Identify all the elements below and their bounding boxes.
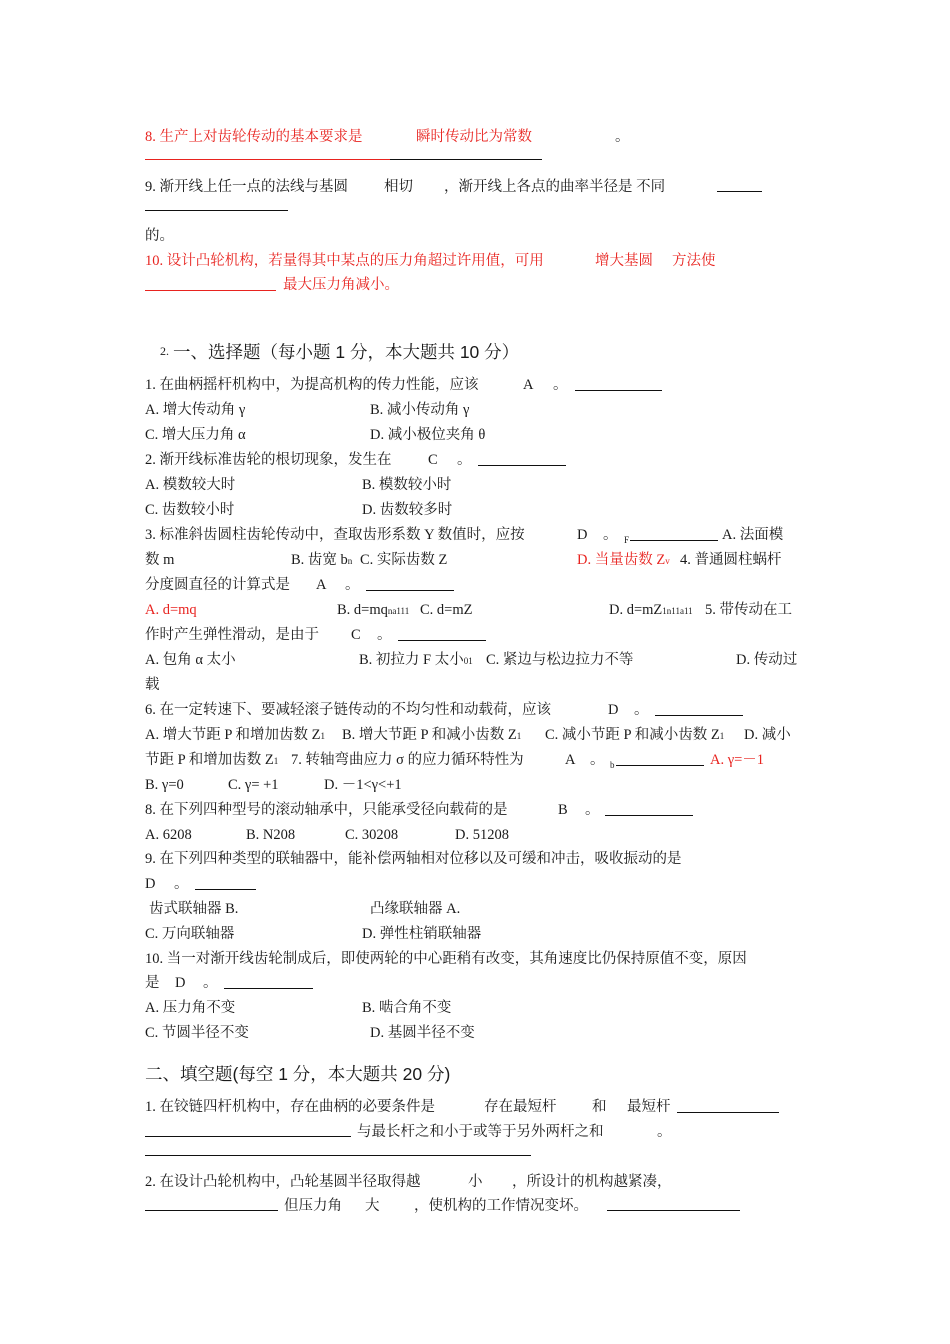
q4-stem2: 分度圆直径的计算式是 [145,577,290,593]
q2-answer: C [428,452,438,468]
f2-question: 2. 在设计凸轮机构中，凸轮基圆半径取得越 [145,1174,421,1190]
q7-option-c: C. γ= +1 [228,777,279,793]
q4-option-c: C. d=mZ [420,602,473,618]
section1-title: 一、选择题（每小题 1 分，本大题共 10 分） [173,342,520,362]
q7-stem: 7. 转轴弯曲应力 σ 的应力循环特性为 [291,752,524,768]
q7-blank [616,765,704,766]
f1-blank-c [145,1155,531,1156]
q10-blank [224,988,313,989]
q5-stem2: 作时产生弹性滑动，是由于 [145,627,319,643]
fill9-mid: ，渐开线上各点的曲率半径是 不同 [444,179,666,195]
fill8-blank-red [145,159,390,160]
q3-stem: 3. 标准斜齿圆柱齿轮传动中，查取齿形系数 Y 数值时，应按 [145,527,525,543]
q3-option-b: B. 齿宽 bn [291,552,353,568]
q8-option-d: D. 51208 [455,827,509,843]
q3-option-a2: 数 m [145,552,175,568]
fill9-blank-b [145,210,288,211]
q8-stem: 8. 在下列四种型号的滚动轴承中，只能承受径向载荷的是 [145,802,508,818]
q6-option-c: C. 减小节距 P 和减小齿数 Z1 [545,727,725,743]
q3-option-d: D. 当量齿数 Zv [577,552,670,568]
q1-stem: 1. 在曲柄摇杆机构中，为提高机构的传力性能，应该 [145,377,479,393]
q10-option-b: B. 啮合角不变 [362,1000,452,1016]
q7-answer: A [565,752,576,768]
q4-blank [366,590,454,591]
q1-option-c: C. 增大压力角 α [145,427,246,443]
q3-answer: D [577,527,588,543]
f2-blank-b [607,1210,740,1211]
fill8-end: 。 [615,129,630,145]
f1-blank-b [145,1136,351,1137]
q10-end: 。 [203,975,218,991]
q3-option-a1: A. 法面模 [722,527,784,543]
f1-end: 。 [657,1124,672,1140]
f1-question: 1. 在铰链四杆机构中，存在曲柄的必要条件是 [145,1099,435,1115]
f2-line2a: 但压力角 [284,1198,342,1214]
q6-option-d1: D. 减小 [744,727,791,743]
q3-option-c: C. 实际齿数 Z [360,552,448,568]
q1-blank [575,390,662,391]
q8-option-a: A. 6208 [145,827,192,843]
f1-answer2: 最短杆 [627,1099,671,1115]
q8-option-b: B. N208 [246,827,296,843]
q9-blank [195,889,256,890]
q10-stem2: 是 [145,975,160,991]
f1-and: 和 [592,1099,607,1115]
section2-title: 二、填空题(每空 1 分，本大题共 20 分) [145,1064,451,1084]
f1-line2: 与最长杆之和小于或等于另外两杆之和 [357,1124,604,1140]
q1-end: 。 [553,377,568,393]
q1-option-b: B. 减小传动角 γ [370,402,470,418]
f1-answer1: 存在最短杆 [484,1099,557,1115]
q7-option-d: D. －1<γ<+1 [324,777,402,793]
q6-option-a: A. 增大节距 P 和增加齿数 Z1 [145,727,325,743]
q8-end: 。 [585,802,600,818]
q3-tiny: F [624,535,630,545]
fill10-line1: 10. 设计凸轮机构，若量得其中某点的压力角超过许用值，可用 [145,253,544,269]
q6-option-b: B. 增大节距 P 和减小齿数 Z1 [342,727,522,743]
q7-end: 。 [590,752,605,768]
q2-option-b: B. 模数较小时 [362,477,452,493]
q8-answer: B [558,802,568,818]
q7-tiny: b [610,760,615,770]
q6-stem: 6. 在一定转速下、要减轻滚子链传动的不均匀性和动载荷，应该 [145,702,551,718]
fill9-end: 的。 [145,228,174,244]
f2-answer2: 大 [365,1198,380,1214]
q1-answer: A [523,377,534,393]
f2-answer1: 小 [468,1174,483,1190]
q5-blank [398,640,486,641]
q8-blank [605,815,693,816]
f1-blank-a [677,1112,779,1113]
q10-answer: D [175,975,186,991]
q5-option-c: C. 紧边与松边拉力不等 [486,652,634,668]
q1-option-d: D. 减小极位夹角 θ [370,427,486,443]
q6-blank [655,715,743,716]
fill8-blank [390,159,542,160]
q4-end: 。 [345,577,360,593]
fill9-blank-a [717,191,762,192]
q8-option-c: C. 30208 [345,827,399,843]
fill10-blank [145,290,276,291]
q7-option-b: B. γ=0 [145,777,184,793]
q3-blank [630,540,718,541]
q5-option-d2: 载 [145,677,160,693]
q7-option-a: A. γ=－1 [710,752,765,768]
q4-answer: A [316,577,327,593]
q9-option-a: 齿式联轴器 B. [149,901,239,917]
fill9-answer1: 相切 [384,179,413,195]
f2-mid: ，所设计的机构越紧凑， [512,1174,672,1190]
q5-answer: C [351,627,361,643]
q4-stem1: 4. 普通圆柱蜗杆 [680,552,782,568]
fill8-question: 8. 生产上对齿轮传动的基本要求是 [145,129,363,145]
q4-option-a: A. d=mq [145,602,197,618]
q2-stem: 2. 渐开线标准齿轮的根切现象，发生在 [145,452,392,468]
fill10-line2: 最大压力角减小。 [283,277,399,293]
q9-option-c: C. 万向联轴器 [145,926,235,942]
q9-stem: 9. 在下列四种类型的联轴器中，能补偿两轴相对位移以及可缓和冲击，吸收振动的是 [145,851,682,867]
fill10-answer: 增大基圆 [595,253,653,269]
q2-end: 。 [457,452,472,468]
q10-option-d: D. 基圆半径不变 [370,1025,475,1041]
section1-prefix: 2. [160,344,169,358]
q10-option-a: A. 压力角不变 [145,1000,236,1016]
q10-stem1: 10. 当一对渐开线齿轮制成后，即使两轮的中心距稍有改变，其角速度比仍保持原值不变，原因 [145,951,747,967]
fill10-tail: 方法使 [672,253,716,269]
q4-option-d: D. d=mZ1n11a11 [609,602,693,618]
q2-option-c: C. 齿数较小时 [145,502,235,518]
fill9-question: 9. 渐开线上任一点的法线与基圆 [145,179,348,195]
q2-option-a: A. 模数较大时 [145,477,236,493]
q5-option-a: A. 包角 α 太小 [145,652,236,668]
q6-answer: D [608,702,619,718]
q5-option-d1: D. 传动过 [736,652,798,668]
q9-option-d: D. 弹性柱销联轴器 [362,926,482,942]
q9-answer: D [145,876,156,892]
fill8-answer: 瞬时传动比为常数 [416,129,532,145]
q5-option-b: B. 初拉力 F 太小01 [359,652,473,668]
q6-option-d2: 节距 P 和增加齿数 Z1 [145,752,279,768]
q10-option-c: C. 节圆半径不变 [145,1025,249,1041]
q4-option-b: B. d=mqna111 [337,602,410,618]
q5-end: 。 [377,627,392,643]
q2-blank [478,465,566,466]
q6-end: 。 [634,702,649,718]
f2-blank-a [145,1210,278,1211]
q5-stem1: 5. 带传动在工 [705,602,792,618]
q2-option-d: D. 齿数较多时 [362,502,453,518]
q9-end: 。 [174,876,189,892]
q9-option-b: 凸缘联轴器 A. [370,901,461,917]
f2-line2b: ，使机构的工作情况变坏。 [414,1198,588,1214]
q1-option-a: A. 增大传动角 γ [145,402,246,418]
q3-end: 。 [603,527,618,543]
